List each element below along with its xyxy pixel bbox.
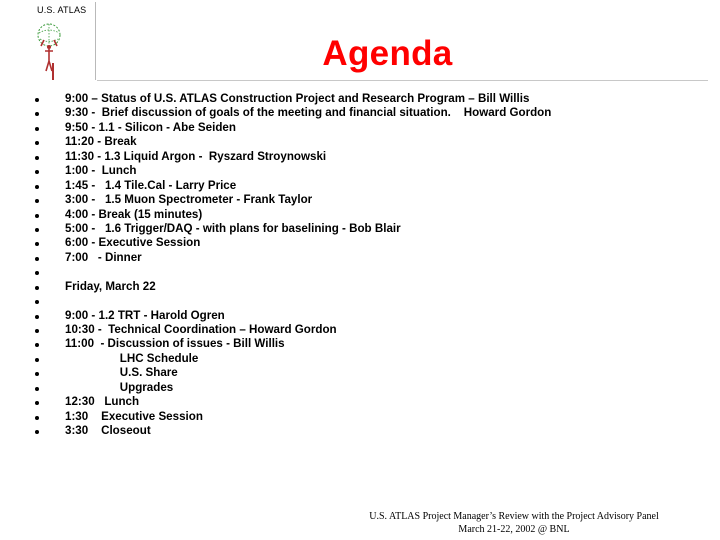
agenda-item (30, 193, 670, 207)
agenda-item-text: 11:00 - Discussion of issues - Bill Willis (65, 337, 285, 351)
agenda-item (30, 150, 670, 164)
bullet-icon (35, 98, 39, 102)
bullet-icon (35, 214, 39, 218)
agenda-list (30, 92, 670, 439)
bullet-icon (35, 271, 39, 275)
bullet-icon (35, 372, 39, 376)
agenda-item-text: 9:50 - 1.1 - Silicon - Abe Seiden (65, 120, 236, 134)
agenda-item (30, 208, 670, 222)
agenda-item (30, 106, 670, 120)
agenda-item (30, 280, 670, 294)
agenda-item (30, 121, 670, 135)
agenda-item-text: Friday, March 22 (65, 279, 156, 293)
bullet-icon (35, 358, 39, 362)
bullet-icon (35, 343, 39, 347)
agenda-item (30, 410, 670, 424)
page-title: Agenda (322, 34, 453, 73)
agenda-item (30, 381, 670, 395)
agenda-item-text: Upgrades (65, 380, 174, 394)
agenda-item-text: 1:30 Executive Session (65, 409, 203, 423)
agenda-item (30, 222, 670, 236)
footer-line-1: U.S. ATLAS Project Manager’s Review with the Project Advisory Panel (369, 511, 659, 522)
bullet-icon (35, 416, 39, 420)
bullet-icon (35, 242, 39, 246)
bullet-icon (35, 430, 39, 434)
agenda-item (30, 265, 670, 279)
agenda-item-text: U.S. Share (65, 366, 178, 380)
agenda-item (30, 164, 670, 178)
bullet-icon (35, 112, 39, 116)
agenda-item-text: LHC Schedule (65, 351, 199, 365)
agenda-item-text: 4:00 - Break (15 minutes) (65, 207, 203, 221)
agenda-item (30, 424, 670, 438)
bullet-icon (35, 286, 39, 290)
agenda-item-text: 9:30 - Brief discussion of goals of the meeting and financial situation. Howard Gordon (65, 106, 552, 120)
agenda-item (30, 366, 670, 380)
agenda-item (30, 309, 670, 323)
agenda-item (30, 236, 670, 250)
bullet-icon (35, 141, 39, 145)
agenda-item (30, 352, 670, 366)
agenda-item (30, 251, 670, 265)
agenda-item-text: 5:00 - 1.6 Trigger/DAQ - with plans for baselining - Bob Blair (65, 221, 401, 235)
bullet-icon (35, 401, 39, 405)
agenda-item (30, 135, 670, 149)
agenda-item-text: 12:30 Lunch (65, 395, 140, 409)
agenda-item-text: 1:00 - Lunch (65, 164, 137, 178)
agenda-item-text: 6:00 - Executive Session (65, 236, 201, 250)
bullet-icon (35, 329, 39, 333)
bullet-icon (35, 185, 39, 189)
agenda-item (30, 294, 670, 308)
bullet-icon (35, 387, 39, 391)
agenda-item (30, 179, 670, 193)
agenda-item-text: 7:00 - Dinner (65, 250, 142, 264)
agenda-item-text: 11:30 - 1.3 Liquid Argon - Ryszard Stroynowski (65, 149, 327, 163)
agenda-item (30, 323, 670, 337)
bullet-icon (35, 156, 39, 160)
agenda-item-text: 1:45 - 1.4 Tile.Cal - Larry Price (65, 178, 237, 192)
bullet-icon (35, 127, 39, 131)
bullet-icon (35, 300, 39, 304)
agenda-item-text: 11:20 - Break (65, 135, 137, 149)
agenda-item-text: 3:00 - 1.5 Muon Spectrometer - Frank Taylor (65, 193, 313, 207)
footer-line-2: March 21-22, 2002 @ BNL (458, 524, 570, 535)
agenda-item-text: 3:30 Closeout (65, 424, 151, 438)
title-divider (97, 80, 708, 81)
agenda-item-text: 9:00 – Status of U.S. ATLAS Construction Project and Research Program – Bill Willis (65, 92, 530, 105)
agenda-item (30, 337, 670, 351)
agenda-item (30, 395, 670, 409)
agenda-item-text: 9:00 - 1.2 TRT - Harold Ogren (65, 308, 225, 322)
bullet-icon (35, 257, 39, 261)
agenda-item (30, 92, 670, 106)
bullet-icon (35, 315, 39, 319)
logo-text: U.S. ATLAS (37, 5, 87, 15)
bullet-icon (35, 199, 39, 203)
footer (308, 510, 720, 536)
bullet-icon (35, 228, 39, 232)
bullet-icon (35, 170, 39, 174)
agenda-item-text: 10:30 - Technical Coordination – Howard Gordon (65, 323, 337, 336)
